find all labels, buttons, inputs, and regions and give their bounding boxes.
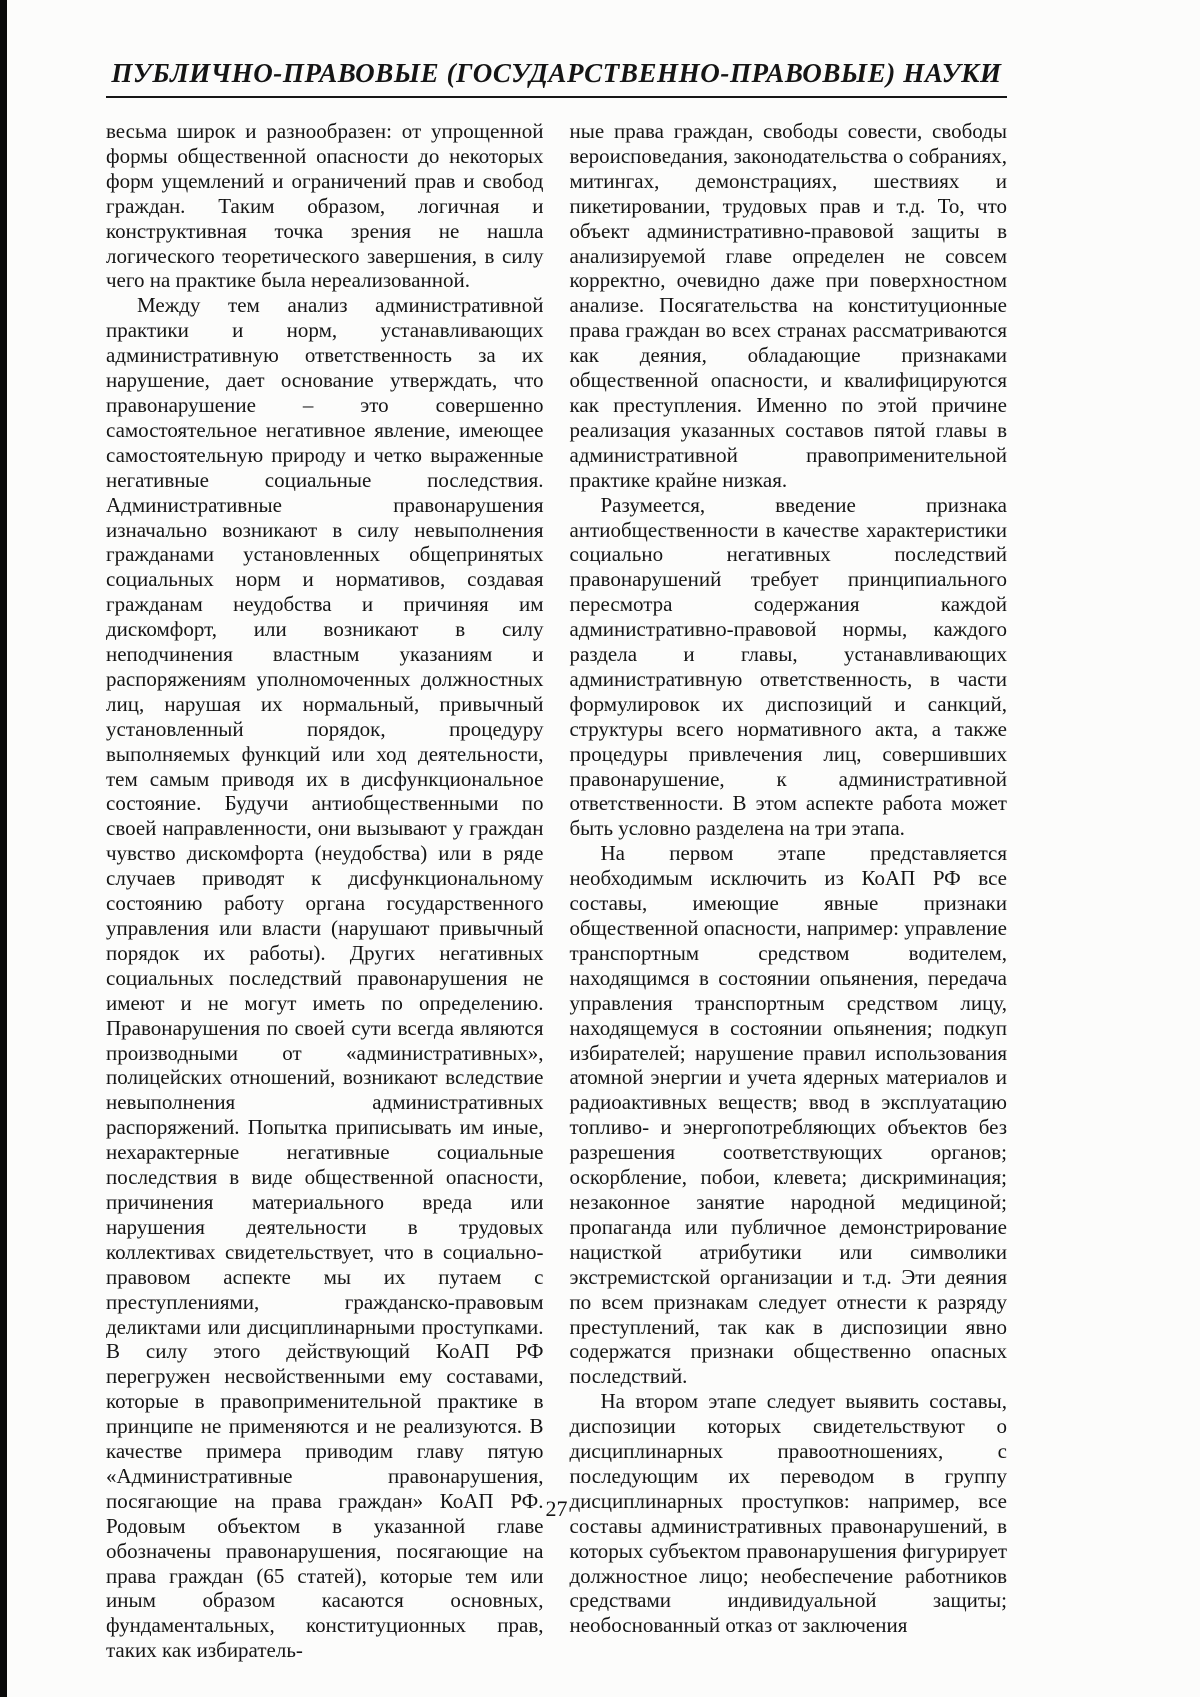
right-column <box>570 119 1008 1663</box>
header-rule <box>106 96 1007 98</box>
paragraph: Разумеется, введение признака антиобщественности в качестве характеристики социально негативных последствий правонарушений требует принципиального пересмотра содержания каждой административно-правовой нормы, каждого раздела и главы, устанавливающих административную ответственность, в части формулировок их диспозиций и санкций, структуры всего нормативного акта, а также процедуры привлечения лиц, совершивших правонарушение, к административной ответственности. В этом аспекте работа может быть условно разделена на три этапа. <box>569 492 1007 841</box>
paragraph: ные права граждан, свободы совести, свободы вероисповедания, законодательства о собраниях, митингах, демонстрациях, шествиях и пикетировании, трудовых прав и т.д. То, что объект административно-правовой защиты в анализируемой главе определен не совсем корректно, очевидно даже при поверхностном анализе. Посягательства на конституционные права граждан во всех странах рассматриваются как деяния, обладающие признаками общественной опасности, и квалифицируются как преступления. Именно по этой причине реализация указанных составов пятой главы в административной правоприменительной практике крайне низкая. <box>569 119 1007 492</box>
scan-edge-artifact <box>0 0 7 1697</box>
page-number: 27 <box>545 1496 568 1521</box>
paragraph: Между тем анализ административной практики и норм, устанавливающих административную ответственность за их нарушение, дает основание утверждать, что правонарушение – это совершенно самостоятельное негативное явление, имеющее самостоятельную природу и четко выраженные негативные социальные последствия. Административные правонарушения изначально возникают в силу невыполнения гражданами установленных общепринятых социальных норм и нормативов, создавая гражданам неудобства и причиняя им дискомфорт, или возникают в силу неподчинения властным указаниям и распоряжениям уполномоченных должностных лиц, нарушая их нормальный, привычный установленный порядок, процедуру выполняемых функций или ход деятельности, тем самым приводя их в дисфункциональное состояние. Будучи антиобщественными по своей направленности, они вызывают у граждан чувство дискомфорта (неудобства) или в ряде случаев приводят к дисфункциональному состоянию работу органа государственного управления или власти (нарушают привычный порядок их работы). Других негативных социальных последствий правонарушения не имеют и не могут иметь по определению. Правонарушения по своей сути всегда являются производными от «административных», полицейских отношений, возникают вследствие невыполнения административных распоряжений. Попытка приписывать им иные, нехарактерные негативные социальные последствия в виде общественной опасности, причинения материального вреда или нарушения деятельности в трудовых коллективах свидетельствует, что в социально-правовом аспекте мы их путаем с преступлениями, гражданско-правовым деликтами или дисциплинарными проступками. В силу этого действующий КоАП РФ перегружен несвойственными ему составами, которые в правоприменительной практике в принципе не применяются и не реализуются. В качестве примера приводим главу пятую «Административные правонарушения, посягающие на права граждан» КоАП РФ. Родовым объектом в указанной главе обозначены правонарушения, посягающие на права граждан (65 статей), которые тем или иным образом касаются основных, фундаментальных, конституционных прав, таких как избиратель- <box>106 293 544 1663</box>
paragraph: На втором этапе следует выявить составы, диспозиции которых свидетельствуют о дисциплинарных правоотношениях, с последующим их переводом в группу дисциплинарных проступков: например, все составы административных правонарушений, в которых субъектом правонарушения фигурирует должностное лицо; необеспечение работников средствами индивидуальной защиты; необоснованный отказ от заключения <box>569 1389 1007 1638</box>
document-page <box>106 0 1007 1663</box>
running-head-title: ПУБЛИЧНО-ПРАВОВЫЕ (ГОСУДАРСТВЕННО-ПРАВОВЫЕ) НАУКИ <box>111 58 1002 88</box>
two-column-body <box>106 119 1007 1663</box>
paragraph: На первом этапе представляется необходимым исключить из КоАП РФ все составы, имеющие явные признаки общественной опасности, например: управление транспортным средством водителем, находящимся в состоянии опьянения, передача управления транспортным средством лицу, находящемуся в состоянии опьянения; подкуп избирателей; нарушение правил использования атомной энергии и учета ядерных материалов и радиоактивных веществ; ввод в эксплуатацию топливо- и энергопотребляющих объектов без разрешения соответствующих органов; оскорбление, побои, клевета; дискриминация; незаконное занятие народной медициной; пропаганда или публичное демонстрирование нацисткой атрибутики или символики экстремистской организации и т.д. Эти деяния по всем признакам следует отнести к разряду преступлений, так как в диспозиции явно содержатся признаки общественно опасных последствий. <box>569 841 1007 1389</box>
left-column <box>106 119 544 1663</box>
paragraph: весьма широк и разнообразен: от упрощенной формы общественной опасности до некоторых форм ущемлений и ограничений прав и свобод граждан. Таким образом, логичная и конструктивная точка зрения не нашла логического теоретического завершения, в силу чего на практике была нереализованной. <box>106 119 544 293</box>
